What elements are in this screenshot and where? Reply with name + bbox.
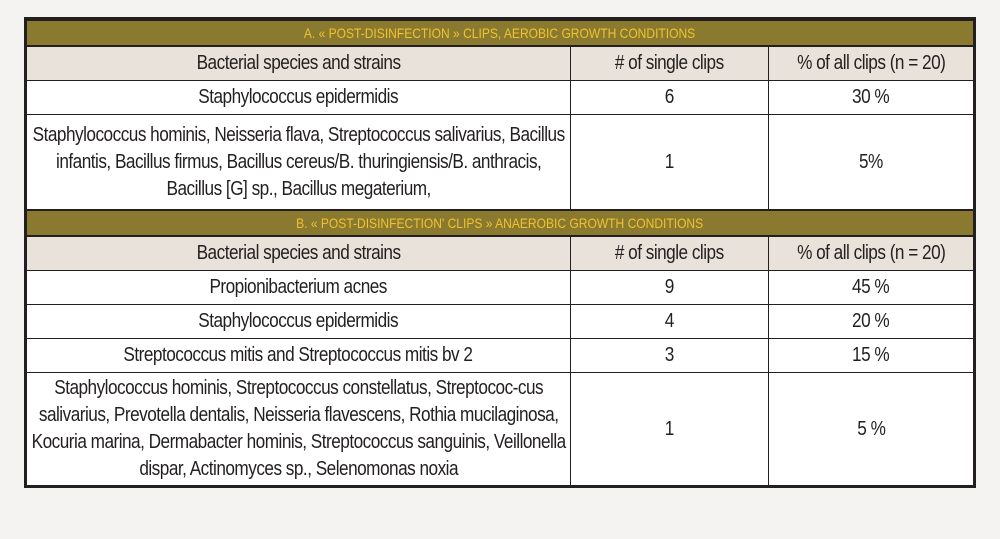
table-row bbox=[27, 271, 974, 305]
percent-cell: 20 % bbox=[768, 305, 973, 339]
count-cell: 6 bbox=[570, 81, 768, 115]
section-a-title-row bbox=[27, 20, 974, 46]
species-cell: Propionibacterium acnes bbox=[27, 271, 571, 305]
section-b-title: B. « POST-DISINFECTION' CLIPS » ANAEROBIC GROWTH CONDITIONS bbox=[27, 210, 974, 236]
species-cell: Staphylococcus epidermidis bbox=[27, 81, 571, 115]
table-row bbox=[27, 339, 974, 373]
column-header-species: Bacterial species and strains bbox=[27, 236, 571, 271]
percent-cell: 15 % bbox=[768, 339, 973, 373]
column-header-species: Bacterial species and strains bbox=[27, 46, 571, 81]
species-cell: Streptococcus mitis and Streptococcus mitis bv 2 bbox=[27, 339, 571, 373]
percent-cell: 5% bbox=[768, 115, 973, 211]
table-row bbox=[27, 81, 974, 115]
count-cell: 1 bbox=[570, 115, 768, 211]
species-cell: Staphylococcus hominis, Neisseria flava, Streptococcus salivarius, Bacillus infantis, Bacillus firmus, Bacillus cereus/B. thuringiensis/B. anthracis, Bacillus [G] sp., Bacillus megaterium, bbox=[27, 115, 571, 211]
column-header-percent: % of all clips (n = 20) bbox=[768, 236, 973, 271]
percent-cell: 5 % bbox=[768, 373, 973, 486]
count-cell: 9 bbox=[570, 271, 768, 305]
percent-cell: 45 % bbox=[768, 271, 973, 305]
clips-table bbox=[24, 17, 976, 488]
section-b-header-row bbox=[27, 236, 974, 271]
table-row bbox=[27, 373, 974, 486]
count-cell: 4 bbox=[570, 305, 768, 339]
section-a-header-row bbox=[27, 46, 974, 81]
species-cell: Staphylococcus epidermidis bbox=[27, 305, 571, 339]
count-cell: 3 bbox=[570, 339, 768, 373]
table-row bbox=[27, 305, 974, 339]
column-header-percent: % of all clips (n = 20) bbox=[768, 46, 973, 81]
table-row bbox=[27, 115, 974, 211]
section-b-title-row bbox=[27, 210, 974, 236]
column-header-count: # of single clips bbox=[570, 46, 768, 81]
column-header-count: # of single clips bbox=[570, 236, 768, 271]
bacteria-table bbox=[26, 19, 974, 486]
species-cell: Staphylococcus hominis, Streptococcus constellatus, Streptococ-cus salivarius, Prevotella dentalis, Neisseria flavescens, Rothia mucilaginosa, Kocuria marina, Dermabacter hominis, Streptococcus sanguinis, Veillonella dispar, Actinomyces sp., Selenomonas noxia bbox=[27, 373, 571, 486]
percent-cell: 30 % bbox=[768, 81, 973, 115]
section-a-title: A. « POST-DISINFECTION » CLIPS, AEROBIC GROWTH CONDITIONS bbox=[27, 20, 974, 46]
count-cell: 1 bbox=[570, 373, 768, 486]
